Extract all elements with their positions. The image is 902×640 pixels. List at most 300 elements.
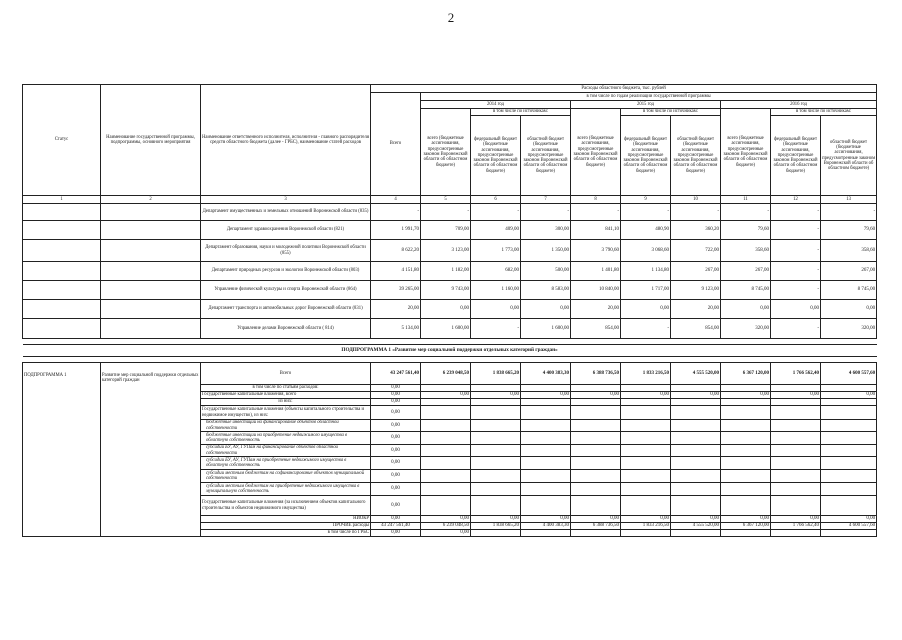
subprogram-title: ПОДПРОГРАММА 1 «Развитие мер социальной поддержки отдельных категорий граждан» xyxy=(23,345,877,357)
detail-value: 0,00 xyxy=(771,516,821,523)
detail-value: 0,00 xyxy=(721,516,771,523)
detail-value xyxy=(421,445,471,457)
detail-value xyxy=(821,496,877,516)
detail-value: 0,00 xyxy=(671,392,721,399)
col-number: 4 xyxy=(371,196,421,204)
detail-value: 0,00 xyxy=(771,392,821,399)
dept-value: 4 151,80 xyxy=(371,262,421,281)
detail-value xyxy=(671,399,721,406)
detail-label: субсидии БУ, АУ, ГУПам на приобретение недвижимого имущества в областную собственность xyxy=(201,457,371,470)
detail-value xyxy=(421,399,471,406)
detail-value: 4 600 557,60 xyxy=(821,523,877,530)
detail-value: 0,00 xyxy=(371,420,421,432)
detail-value: 0,00 xyxy=(821,392,877,399)
subprogram-total-label: Всего xyxy=(201,363,371,385)
detail-value: 0,00 xyxy=(371,530,421,537)
dept-value: - xyxy=(621,204,671,221)
detail-label: в том числе по статьям расходов: xyxy=(201,385,371,392)
dept-value: 1 160,00 xyxy=(471,281,521,300)
dept-name: Департамент образования, науки и молодежной политики Воронежской области (855) xyxy=(201,240,371,262)
detail-value xyxy=(671,470,721,483)
dept-value: - xyxy=(771,319,821,339)
dept-value: 0,00 xyxy=(421,300,471,319)
dept-value: 0,00 xyxy=(821,300,877,319)
dept-value: 722,00 xyxy=(671,240,721,262)
detail-value xyxy=(621,399,671,406)
header-2016-federal: федеральный бюджет (бюджетные ассигнования, предусмотренные законом Воронежской области об областном бюджете) xyxy=(771,116,821,196)
detail-value: 0,00 xyxy=(371,392,421,399)
header-2016-regional: областной бюджет (бюджетные ассигнования, предусмотренные законом Воронежской области об областном бюджете) xyxy=(821,116,877,196)
detail-value xyxy=(571,483,621,496)
dept-value: 10 840,00 xyxy=(571,281,621,300)
detail-value: 6 388 736,50 xyxy=(571,523,621,530)
header-2014-federal: федеральный бюджет (бюджетные ассигнования, предусмотренные законом Воронежской области об областном бюджете) xyxy=(471,116,521,196)
dept-value: 8 583,00 xyxy=(521,281,571,300)
header-2014-all: всего (бюджетные ассигнования, предусмотренные законом Воронежской области об областном бюджете) xyxy=(421,109,471,196)
budget-table xyxy=(22,84,877,537)
detail-value: 0,00 xyxy=(371,399,421,406)
detail-value xyxy=(421,496,471,516)
detail-value xyxy=(721,457,771,470)
subprogram-status: ПОДПРОГРАММА 1 xyxy=(23,363,101,537)
dept-value: 5 134,00 xyxy=(371,319,421,339)
col-number: 1 xyxy=(23,196,101,204)
empty-cell xyxy=(101,221,201,240)
detail-value xyxy=(771,432,821,445)
header-2015-regional: областной бюджет (бюджетные ассигнования, предусмотренные законом Воронежской области об областном бюджете) xyxy=(671,116,721,196)
detail-value: 0,00 xyxy=(521,392,571,399)
empty-cell xyxy=(101,281,201,300)
header-program-name: Наименование государственной программы, подпрограммы, основного мероприятия xyxy=(101,85,201,196)
detail-value xyxy=(721,470,771,483)
header-year-2014: 2014 год xyxy=(421,101,571,109)
col-number: 13 xyxy=(821,196,877,204)
detail-value xyxy=(471,432,521,445)
dept-value: 1 600,00 xyxy=(421,319,471,339)
detail-value xyxy=(521,496,571,516)
dept-value: 1 717,00 xyxy=(621,281,671,300)
detail-value: 0,00 xyxy=(371,516,421,523)
detail-value xyxy=(521,385,571,392)
header-2014-by-sources: в том числе по источникам: xyxy=(471,109,571,116)
detail-value: 0,00 xyxy=(721,392,771,399)
detail-value: 0,00 xyxy=(821,516,877,523)
dept-value: 267,00 xyxy=(821,262,877,281)
subprogram-total-value: 1 838 665,20 xyxy=(471,363,521,385)
header-2016-all: всего (бюджетные ассигнования, предусмотренные законом Воронежской области об областном бюджете) xyxy=(721,109,771,196)
detail-value xyxy=(721,399,771,406)
header-status: Статус xyxy=(23,85,101,196)
dept-name: Департамент транспорта и автомобильных дорог Воронежской области (831) xyxy=(201,300,371,319)
detail-value xyxy=(821,420,877,432)
detail-value xyxy=(771,445,821,457)
detail-value xyxy=(771,406,821,420)
detail-value: 0,00 xyxy=(621,516,671,523)
dept-value: - xyxy=(471,204,521,221)
detail-value xyxy=(821,385,877,392)
subprogram-total-value: 1 766 562,40 xyxy=(771,363,821,385)
detail-value xyxy=(671,483,721,496)
subprogram-total-value: 1 833 216,50 xyxy=(621,363,671,385)
dept-value: 358,60 xyxy=(721,240,771,262)
dept-value: 500,00 xyxy=(521,262,571,281)
empty-cell xyxy=(101,319,201,339)
detail-label: бюджетные инвестиции на финансирование объектов областной собственности xyxy=(201,420,371,432)
detail-label: Государственные капитальные вложения (за исключением объектов капитального строительства и объектов недвижимого имущества) xyxy=(201,496,371,516)
col-number: 11 xyxy=(721,196,771,204)
column-numbers-row xyxy=(23,196,877,204)
detail-value xyxy=(771,457,821,470)
dept-value: - xyxy=(571,204,621,221)
detail-label: бюджетные инвестиции на приобретение недвижимого имущества в областную собственность xyxy=(201,432,371,445)
detail-value xyxy=(671,385,721,392)
dept-value: 320,00 xyxy=(821,319,877,339)
header-group-title: Расходы областного бюджета, тыс. рублей xyxy=(371,85,877,93)
dept-row xyxy=(23,300,877,319)
detail-value: 0,00 xyxy=(621,392,671,399)
detail-value xyxy=(671,445,721,457)
empty-cell xyxy=(101,262,201,281)
dept-value: - xyxy=(771,221,821,240)
detail-label: субсидии местным бюджетам на приобретение недвижимого имущества в муниципальную собственность xyxy=(201,483,371,496)
dept-value: 1 401,80 xyxy=(571,262,621,281)
detail-value xyxy=(821,432,877,445)
detail-label: из них: xyxy=(201,399,371,406)
dept-value: - xyxy=(821,204,877,221)
detail-value xyxy=(821,399,877,406)
dept-value: 0,00 xyxy=(471,300,521,319)
dept-value: 320,00 xyxy=(721,319,771,339)
detail-value: 43 247 561,40 xyxy=(371,523,421,530)
detail-value xyxy=(421,470,471,483)
header-2015-federal: федеральный бюджет (бюджетные ассигнования, предусмотренные законом Воронежской области об областном бюджете) xyxy=(621,116,671,196)
detail-value: 6 367 120,00 xyxy=(721,523,771,530)
detail-value: 0,00 xyxy=(371,432,421,445)
detail-value: 6 239 048,50 xyxy=(421,523,471,530)
detail-value: 0,00 xyxy=(471,516,521,523)
dept-value: 709,00 xyxy=(421,221,471,240)
dept-value: 0,00 xyxy=(621,300,671,319)
dept-value: - xyxy=(771,240,821,262)
dept-value: 358,60 xyxy=(821,240,877,262)
dept-value: 1 991,70 xyxy=(371,221,421,240)
empty-cell xyxy=(23,240,101,262)
col-number: 3 xyxy=(201,196,371,204)
dept-row xyxy=(23,281,877,300)
detail-value: 1 766 562,40 xyxy=(771,523,821,530)
detail-value xyxy=(721,406,771,420)
dept-value: - xyxy=(771,262,821,281)
dept-value: 854,00 xyxy=(671,319,721,339)
detail-value xyxy=(521,399,571,406)
detail-value xyxy=(571,432,621,445)
empty-cell xyxy=(23,319,101,339)
detail-value xyxy=(521,530,571,537)
empty-cell xyxy=(23,262,101,281)
dept-name: Управление делами Воронежской области ( 814) xyxy=(201,319,371,339)
detail-value xyxy=(621,445,671,457)
dept-value: 9 743,00 xyxy=(421,281,471,300)
dept-value: 20,00 xyxy=(571,300,621,319)
dept-value: 1 134,80 xyxy=(621,262,671,281)
detail-value xyxy=(621,470,671,483)
detail-value: 0,00 xyxy=(571,516,621,523)
detail-value xyxy=(421,385,471,392)
detail-value xyxy=(571,496,621,516)
detail-value xyxy=(621,457,671,470)
detail-value xyxy=(671,530,721,537)
detail-value xyxy=(571,420,621,432)
detail-value xyxy=(421,432,471,445)
detail-value: 0,00 xyxy=(371,457,421,470)
detail-value xyxy=(521,432,571,445)
detail-value xyxy=(571,399,621,406)
detail-value xyxy=(671,406,721,420)
detail-value xyxy=(821,470,877,483)
page-number: 2 xyxy=(447,10,455,25)
detail-value xyxy=(671,496,721,516)
header-2014-regional: областной бюджет (бюджетные ассигнования, предусмотренные законом Воронежской области об областном бюджете) xyxy=(521,116,571,196)
detail-value: 0,00 xyxy=(421,516,471,523)
header-executor: Наименование ответственного исполнителя, исполнителя - главного распорядителя средств областного бюджета (далее - ГРБС), наименование статей расходов xyxy=(201,85,371,196)
dept-value: - xyxy=(371,204,421,221)
detail-value xyxy=(521,483,571,496)
detail-value xyxy=(521,445,571,457)
header-2016-by-sources: в том числе по источникам: xyxy=(771,109,877,116)
detail-value xyxy=(521,470,571,483)
dept-value: - xyxy=(621,319,671,339)
detail-value xyxy=(621,420,671,432)
detail-label: НИОКР xyxy=(201,516,371,523)
dept-value: 3 123,00 xyxy=(421,240,471,262)
dept-name: Департамент имущественных и земельных отношений Воронежской области (835) xyxy=(201,204,371,221)
detail-value xyxy=(571,406,621,420)
detail-value xyxy=(421,483,471,496)
detail-value xyxy=(621,432,671,445)
detail-value: 0,00 xyxy=(371,406,421,420)
detail-value xyxy=(471,406,521,420)
col-number: 9 xyxy=(621,196,671,204)
detail-value xyxy=(771,530,821,537)
detail-label: субсидии БУ, АУ, ГУПам на финансирование объектов областной собственности xyxy=(201,445,371,457)
detail-value xyxy=(821,406,877,420)
dept-value: 0,00 xyxy=(721,300,771,319)
header-group-subtitle: в том числе по годам реализации государственной программы xyxy=(421,93,877,101)
dept-value: 79,60 xyxy=(821,221,877,240)
detail-value xyxy=(671,432,721,445)
detail-value xyxy=(721,420,771,432)
subprogram-total-value: 4 400 383,30 xyxy=(521,363,571,385)
col-number: 8 xyxy=(571,196,621,204)
dept-value: 8 745,00 xyxy=(821,281,877,300)
dept-value: - xyxy=(421,204,471,221)
detail-value xyxy=(721,483,771,496)
detail-value xyxy=(771,496,821,516)
dept-value: 20,00 xyxy=(671,300,721,319)
dept-value: 1 182,00 xyxy=(421,262,471,281)
dept-value: 1 350,00 xyxy=(521,240,571,262)
detail-value: 0,00 xyxy=(371,483,421,496)
detail-value: 1 833 216,50 xyxy=(621,523,671,530)
empty-cell xyxy=(101,240,201,262)
dept-value: - xyxy=(471,319,521,339)
col-number: 5 xyxy=(421,196,471,204)
detail-value xyxy=(621,483,671,496)
subprogram-total-value: 6 367 120,00 xyxy=(721,363,771,385)
detail-value: 4 400 383,30 xyxy=(521,523,571,530)
dept-value: - xyxy=(521,204,571,221)
dept-name: Департамент здравоохранения Воронежской области (821) xyxy=(201,221,371,240)
detail-value: 0,00 xyxy=(521,516,571,523)
detail-value xyxy=(521,406,571,420)
col-number: 7 xyxy=(521,196,571,204)
detail-value xyxy=(471,399,521,406)
detail-value: 0,00 xyxy=(421,530,471,537)
dept-name: Управление физической культуры и спорта Воронежской области (864) xyxy=(201,281,371,300)
dept-row xyxy=(23,319,877,339)
detail-value xyxy=(571,457,621,470)
detail-value xyxy=(471,470,521,483)
dept-value: 1 600,00 xyxy=(521,319,571,339)
detail-value xyxy=(421,406,471,420)
detail-value xyxy=(621,406,671,420)
detail-value xyxy=(621,530,671,537)
empty-cell xyxy=(23,204,101,221)
col-number: 6 xyxy=(471,196,521,204)
dept-value: 0,00 xyxy=(521,300,571,319)
dept-value: 409,00 xyxy=(471,221,521,240)
detail-value xyxy=(471,530,521,537)
header-total: Всего xyxy=(371,93,421,196)
header-year-2016: 2016 год xyxy=(721,101,877,109)
dept-value: - xyxy=(721,204,771,221)
detail-value xyxy=(721,530,771,537)
dept-value: 682,00 xyxy=(471,262,521,281)
detail-value xyxy=(521,420,571,432)
subprogram-total-value: 6 388 736,50 xyxy=(571,363,621,385)
detail-value xyxy=(571,530,621,537)
dept-row xyxy=(23,221,877,240)
detail-value xyxy=(471,385,521,392)
detail-value xyxy=(721,385,771,392)
empty-cell xyxy=(101,204,201,221)
detail-value xyxy=(721,445,771,457)
dept-row xyxy=(23,204,877,221)
detail-value xyxy=(821,445,877,457)
col-number: 12 xyxy=(771,196,821,204)
detail-value xyxy=(721,496,771,516)
detail-value: 0,00 xyxy=(371,385,421,392)
header-2015-by-sources: в том числе по источникам: xyxy=(621,109,721,116)
detail-value xyxy=(471,445,521,457)
detail-value: 4 555 520,00 xyxy=(671,523,721,530)
dept-value: 0,00 xyxy=(771,300,821,319)
detail-value xyxy=(821,530,877,537)
dept-name: Департамент природных ресурсов и экологии Воронежской области (803) xyxy=(201,262,371,281)
dept-value: 267,00 xyxy=(721,262,771,281)
dept-value: 300,00 xyxy=(521,221,571,240)
col-number: 2 xyxy=(101,196,201,204)
detail-value xyxy=(571,385,621,392)
dept-row xyxy=(23,262,877,281)
dept-value: 1 773,00 xyxy=(471,240,521,262)
detail-value xyxy=(421,420,471,432)
detail-value xyxy=(771,420,821,432)
subprogram-total-row xyxy=(23,363,877,385)
empty-cell xyxy=(23,281,101,300)
dept-value: - xyxy=(771,281,821,300)
detail-value xyxy=(821,457,877,470)
dept-value: 841,10 xyxy=(571,221,621,240)
subprogram-total-value: 4 600 557,60 xyxy=(821,363,877,385)
subprogram-total-value: 43 247 561,40 xyxy=(371,363,421,385)
detail-value: 0,00 xyxy=(371,445,421,457)
dept-value: 480,90 xyxy=(621,221,671,240)
detail-value: 0,00 xyxy=(671,516,721,523)
detail-value xyxy=(421,457,471,470)
empty-cell xyxy=(23,221,101,240)
header-year-2015: 2015 год xyxy=(571,101,721,109)
subprogram-name: Развитие мер социальной поддержки отдельных категорий граждан xyxy=(101,363,201,537)
header-2015-all: всего (бюджетные ассигнования, предусмотренные законом Воронежской области об областном бюджете) xyxy=(571,109,621,196)
dept-value: - xyxy=(671,204,721,221)
detail-value: 1 838 665,20 xyxy=(471,523,521,530)
detail-value xyxy=(571,470,621,483)
dept-value: - xyxy=(771,204,821,221)
detail-value: 0,00 xyxy=(371,470,421,483)
detail-value xyxy=(471,496,521,516)
subprogram-total-value: 4 555 520,00 xyxy=(671,363,721,385)
dept-row xyxy=(23,240,877,262)
detail-value xyxy=(671,457,721,470)
detail-label: в том числе по ГРБС xyxy=(201,530,371,537)
dept-value: 360,20 xyxy=(671,221,721,240)
detail-value xyxy=(471,420,521,432)
dept-value: 9 123,00 xyxy=(671,281,721,300)
dept-value: 854,00 xyxy=(571,319,621,339)
detail-label: Государственные капитальные вложения (объекты капитального строительства и недвижимое имущество), из них: xyxy=(201,406,371,420)
detail-label: субсидии местным бюджетам на софинансирование объектов муниципальной собственности xyxy=(201,470,371,483)
budget-table-wrapper xyxy=(22,84,876,537)
detail-value xyxy=(771,399,821,406)
detail-value xyxy=(821,483,877,496)
dept-value: 3 790,60 xyxy=(571,240,621,262)
detail-value xyxy=(721,432,771,445)
dept-value: 20,00 xyxy=(371,300,421,319)
subprogram-title-row xyxy=(23,345,877,357)
detail-label: Государственные капитальные вложения, всего xyxy=(201,392,371,399)
detail-value xyxy=(771,385,821,392)
dept-value: 79,60 xyxy=(721,221,771,240)
detail-value xyxy=(771,470,821,483)
empty-cell xyxy=(101,300,201,319)
detail-value xyxy=(771,483,821,496)
empty-cell xyxy=(23,300,101,319)
detail-value: 0,00 xyxy=(421,392,471,399)
col-number: 10 xyxy=(671,196,721,204)
dept-value: 3 068,60 xyxy=(621,240,671,262)
dept-value: 267,00 xyxy=(671,262,721,281)
detail-value xyxy=(621,385,671,392)
detail-value: 0,00 xyxy=(471,392,521,399)
detail-value xyxy=(671,420,721,432)
dept-value: 8 622,20 xyxy=(371,240,421,262)
detail-value xyxy=(471,457,521,470)
detail-value xyxy=(621,496,671,516)
subprogram-total-value: 6 239 048,50 xyxy=(421,363,471,385)
dept-value: 39 265,00 xyxy=(371,281,421,300)
dept-value: 8 745,00 xyxy=(721,281,771,300)
